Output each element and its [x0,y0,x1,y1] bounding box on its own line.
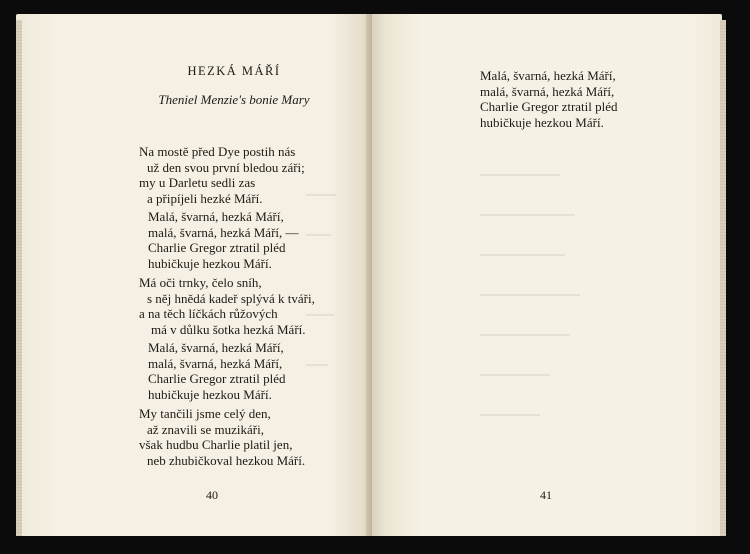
stanza-1 [139,144,305,206]
page-number-left: 40 [206,488,218,502]
verse-line: a na těch líčkách růžových [139,306,278,321]
verse-line: Malá, švarná, hezká Máří, [148,340,284,355]
verse-line: My tančili jsme celý den, [139,406,271,421]
verse-line: neb zhubičkoval hezkou Máří. [147,452,306,468]
page-edge-left [16,20,22,536]
page-number-right: 41 [540,488,552,502]
show-through [480,414,540,416]
verse-line: malá, švarná, hezká Máří, [148,355,283,371]
verse-line: Malá, švarná, hezká Máří, [480,68,616,83]
right-page [372,14,722,536]
verse-line: až znavili se muzikáři, [147,421,264,437]
show-through [480,254,565,256]
verse-line: hubičkuje hezkou Máří. [148,386,272,402]
verse-line: my u Darletu sedli zas [139,175,256,190]
show-through [480,214,575,216]
verse-line: Na mostě před Dye postih nás [139,144,296,159]
verse-line: už den svou první bledou záři; [147,159,305,175]
poem-title: HEZKÁ MÁŘÍ [187,64,281,78]
stanza-5 [139,406,305,468]
show-through [480,174,560,176]
show-through [480,374,550,376]
show-through [480,334,570,336]
show-through [480,294,580,296]
verse-line: hubičkuje hezkou Máří. [148,255,272,271]
poem-subtitle: Theniel Menzie's bonie Mary [158,92,310,107]
verse-line: Charlie Gregor ztratil pléd [480,99,618,114]
verse-line: hubičkuje hezkou Máří. [480,114,604,130]
verse-line: má v důlku šotka hezká Máří. [151,321,306,337]
verse-line: však hudbu Charlie platil jen, [139,437,293,452]
page-edge-right [720,20,726,536]
stanza-4-refrain [148,340,286,402]
show-through [306,364,328,366]
verse-line: Malá, švarná, hezká Máří, [148,209,284,224]
verse-line: Má oči trnky, čelo sníh, [139,275,262,290]
show-through [306,234,331,236]
open-book [12,14,724,536]
verse-line: malá, švarná, hezká Máří, — [148,224,299,240]
stanza-6-refrain [480,68,618,130]
verse-line: s něj hnědá kadeř splývá k tváři, [147,290,315,306]
left-page [16,14,372,536]
stanza-2-refrain [148,209,299,271]
verse-line: malá, švarná, hezká Máří, [480,83,615,99]
show-through [306,194,336,196]
verse-line: a připíjeli hezké Máří. [147,190,263,206]
verse-line: Charlie Gregor ztratil pléd [148,240,286,255]
verse-line: Charlie Gregor ztratil pléd [148,371,286,386]
stanza-3 [139,275,315,337]
